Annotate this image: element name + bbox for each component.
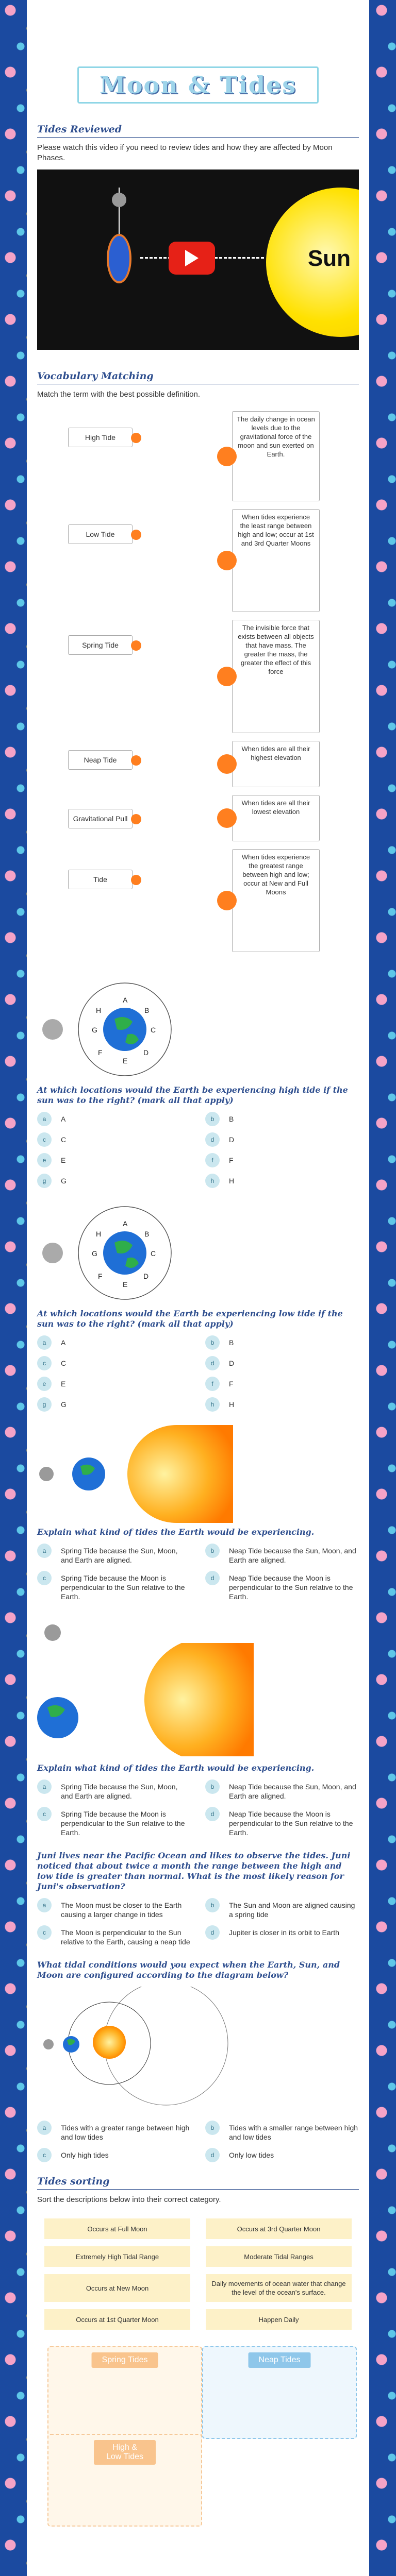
- sun-label: Sun: [307, 246, 351, 271]
- option-text: Tides with a greater range between high and low tides: [61, 2124, 190, 2141]
- sort-card[interactable]: Extremely High Tidal Range: [44, 2246, 190, 2267]
- sort-card[interactable]: Occurs at 3rd Quarter Moon: [206, 2218, 352, 2239]
- bin-label: Neap Tides: [249, 2352, 311, 2368]
- answer-option[interactable]: [37, 1898, 191, 1919]
- answer-option[interactable]: [205, 1925, 359, 1946]
- moon-graphic: [112, 193, 126, 207]
- option-text: Tides with a smaller range between high and low tides: [229, 2124, 358, 2141]
- answer-option[interactable]: [205, 1544, 359, 1565]
- connector-dot[interactable]: [217, 891, 237, 910]
- answer-option[interactable]: [37, 2148, 191, 2162]
- term-label: Neap Tide: [84, 756, 117, 764]
- options-grid: [37, 1335, 359, 1412]
- option-badge: a: [37, 1112, 52, 1126]
- match-term[interactable]: [68, 524, 133, 544]
- question-text: At which locations would the Earth be experiencing low tide if the sun was to the right? (mark all that apply): [37, 1309, 343, 1329]
- connector-dot[interactable]: [131, 755, 141, 766]
- answer-option[interactable]: [205, 1132, 359, 1147]
- title-box: [77, 66, 319, 104]
- option-text: C: [61, 1136, 67, 1144]
- answer-option[interactable]: [37, 2121, 191, 2142]
- connector-dot[interactable]: [131, 814, 141, 824]
- answer-option[interactable]: [205, 1174, 359, 1188]
- option-text: D: [229, 1359, 235, 1367]
- answer-option[interactable]: [205, 1780, 359, 1801]
- connector-dot[interactable]: [131, 875, 141, 885]
- definition-text: When tides experience the greatest range between high and low; occur at New and Full Moons: [241, 853, 310, 896]
- option-text: Neap Tide because the Sun, Moon, and Earth are aligned.: [229, 1547, 356, 1564]
- options-grid: [37, 1898, 359, 1946]
- answer-option[interactable]: [37, 1153, 191, 1167]
- connector-dot[interactable]: [131, 433, 141, 443]
- svg-text:D: D: [143, 1272, 149, 1280]
- option-badge: c: [37, 1571, 52, 1585]
- option-text: D: [229, 1136, 235, 1144]
- option-text: Only low tides: [229, 2151, 274, 2159]
- svg-text:E: E: [123, 1280, 128, 1289]
- page-title: Moon & Tides: [99, 71, 297, 99]
- answer-option[interactable]: [205, 2121, 359, 2142]
- option-badge: c: [37, 1925, 52, 1940]
- option-text: Jupiter is closer in its orbit to Earth: [229, 1928, 339, 1937]
- options-grid: [37, 1780, 359, 1837]
- definition-text: When tides experience the least range between high and low; occur at 1st and 3rd Quarter Moons: [238, 513, 314, 547]
- svg-text:A: A: [123, 1219, 128, 1228]
- option-text: F: [229, 1380, 234, 1388]
- option-text: Only high tides: [61, 2151, 109, 2159]
- option-text: B: [229, 1338, 234, 1347]
- definition-text: When tides are all their lowest elevation: [241, 799, 310, 816]
- svg-text:G: G: [92, 1026, 97, 1034]
- answer-option[interactable]: [205, 1377, 359, 1391]
- sort-card[interactable]: Occurs at Full Moon: [44, 2218, 190, 2239]
- earth-graphic: [107, 234, 131, 283]
- option-text: Spring Tide because the Sun, Moon, and Earth are aligned.: [61, 1783, 178, 1800]
- sort-card[interactable]: Occurs at 1st Quarter Moon: [44, 2309, 190, 2330]
- match-term[interactable]: [68, 870, 133, 889]
- option-text: A: [61, 1338, 66, 1347]
- answer-option[interactable]: [37, 1544, 191, 1565]
- connector-dot[interactable]: [217, 447, 237, 466]
- answer-option[interactable]: [205, 2148, 359, 2162]
- bin-high-low-tides[interactable]: [47, 2434, 202, 2527]
- sorting-instructions: Sort the descriptions below into their correct category.: [37, 2195, 221, 2204]
- term-label: Spring Tide: [82, 641, 119, 649]
- content: [27, 124, 369, 2527]
- option-badge: b: [205, 1335, 220, 1350]
- option-text: Neap Tide because the Sun, Moon, and Earth are aligned.: [229, 1783, 356, 1800]
- sort-card[interactable]: Happen Daily: [206, 2309, 352, 2330]
- svg-text:C: C: [151, 1249, 156, 1258]
- answer-option[interactable]: [205, 1112, 359, 1126]
- video-intro: Please watch this video if you need to review tides and how they are affected by Moon Phases.: [37, 143, 333, 162]
- bin-spring-tides[interactable]: [47, 2346, 202, 2439]
- options-grid: [37, 1544, 359, 1601]
- answer-option[interactable]: [37, 1780, 191, 1801]
- connector-dot[interactable]: [217, 551, 237, 570]
- option-text: Spring Tide because the Sun, Moon, and Earth are aligned.: [61, 1547, 178, 1564]
- option-badge: b: [205, 1898, 220, 1912]
- option-text: H: [229, 1177, 235, 1185]
- option-badge: d: [205, 1807, 220, 1821]
- answer-option[interactable]: [205, 1898, 359, 1919]
- answer-option[interactable]: [205, 1153, 359, 1167]
- answer-option[interactable]: [205, 1807, 359, 1837]
- svg-text:H: H: [96, 1230, 102, 1238]
- match-definition[interactable]: [232, 849, 320, 952]
- connector-dot[interactable]: [217, 667, 237, 686]
- svg-text:F: F: [98, 1048, 103, 1057]
- option-text: B: [229, 1115, 234, 1123]
- sort-card[interactable]: Daily movements of ocean water that change the level of the ocean's surface.: [206, 2274, 352, 2302]
- option-text: A: [61, 1115, 66, 1123]
- svg-text:B: B: [144, 1006, 150, 1014]
- answer-option[interactable]: [205, 1571, 359, 1601]
- perpendicular-diagram: [37, 1615, 359, 1759]
- term-label: Gravitational Pull: [73, 815, 128, 823]
- definition-text: The invisible force that exists between all objects that have mass. The greater the mass, the greater the effect of this force: [238, 624, 314, 675]
- worksheet-page: [27, 0, 369, 2576]
- option-badge: c: [37, 1356, 52, 1370]
- sort-bins: [37, 2346, 359, 2527]
- answer-option[interactable]: [37, 1397, 191, 1412]
- answer-option[interactable]: [37, 1174, 191, 1188]
- option-text: Spring Tide because the Moon is perpendicular to the Sun relative to the Earth.: [61, 1810, 185, 1837]
- svg-text:E: E: [123, 1057, 128, 1065]
- option-text: C: [61, 1359, 67, 1367]
- question-text: Juni lives near the Pacific Ocean and likes to observe the tides. Juni noticed that about twice a month the range between the high and low tide is greater than normal. What is the most likely reason for Juni's observation?: [37, 1851, 351, 1891]
- section-heading-sorting: Tides sorting: [37, 2176, 359, 2190]
- bin-label: High & Low Tides: [94, 2440, 156, 2465]
- sort-card[interactable]: Moderate Tidal Ranges: [206, 2246, 352, 2267]
- sort-items: [37, 2211, 359, 2337]
- option-text: Spring Tide because the Moon is perpendicular to the Sun relative to the Earth.: [61, 1574, 185, 1601]
- option-badge: e: [37, 1153, 52, 1167]
- answer-option[interactable]: [37, 1925, 191, 1946]
- option-text: E: [61, 1380, 66, 1388]
- svg-text:G: G: [92, 1249, 97, 1258]
- option-badge: d: [205, 2148, 220, 2162]
- option-badge: a: [37, 2121, 52, 2135]
- match-definition[interactable]: [232, 741, 320, 787]
- option-text: The Sun and Moon are aligned causing a spring tide: [229, 1901, 355, 1919]
- connector-dot[interactable]: [131, 640, 141, 651]
- option-text: Neap Tide because the Moon is perpendicular to the Sun relative to the Earth.: [229, 1574, 353, 1601]
- svg-text:F: F: [98, 1272, 103, 1280]
- option-text: The Moon must be closer to the Earth causing a larger change in tides: [61, 1901, 182, 1919]
- connector-dot[interactable]: [131, 530, 141, 540]
- options-grid: [37, 1112, 359, 1188]
- orbit-diagram-1: [37, 978, 359, 1081]
- option-text: The Moon is perpendicular to the Sun relative to the Earth, causing a neap tide: [61, 1928, 190, 1946]
- option-badge: g: [37, 1397, 52, 1412]
- term-label: High Tide: [85, 433, 116, 442]
- bin-neap-tides[interactable]: [202, 2346, 357, 2439]
- option-badge: a: [37, 1780, 52, 1794]
- section-heading-vocab: Vocabulary Matching: [37, 370, 359, 384]
- answer-option[interactable]: [37, 1377, 191, 1391]
- connector-dot[interactable]: [217, 754, 237, 774]
- play-icon[interactable]: [169, 242, 215, 275]
- match-term[interactable]: [68, 750, 133, 770]
- answer-option[interactable]: [37, 1112, 191, 1126]
- configuration-diagram: [37, 1987, 359, 2121]
- answer-option[interactable]: [205, 1356, 359, 1370]
- answer-option[interactable]: [205, 1335, 359, 1350]
- options-grid: [37, 2121, 359, 2162]
- section-heading-tides-reviewed: Tides Reviewed: [37, 124, 359, 138]
- option-badge: e: [37, 1377, 52, 1391]
- term-label: Tide: [93, 875, 107, 884]
- option-badge: h: [205, 1174, 220, 1188]
- bin-label: Spring Tides: [92, 2352, 158, 2368]
- option-badge: c: [37, 1807, 52, 1821]
- question-text: Explain what kind of tides the Earth would be experiencing.: [37, 1763, 315, 1773]
- answer-option[interactable]: [37, 1335, 191, 1350]
- option-badge: g: [37, 1174, 52, 1188]
- option-badge: f: [205, 1153, 220, 1167]
- option-badge: b: [205, 1780, 220, 1794]
- option-text: Neap Tide because the Moon is perpendicular to the Sun relative to the Earth.: [229, 1810, 353, 1837]
- answer-option[interactable]: [37, 1807, 191, 1837]
- option-badge: b: [205, 2121, 220, 2135]
- match-definition[interactable]: [232, 795, 320, 841]
- option-badge: d: [205, 1356, 220, 1370]
- alignment-diagram: [37, 1425, 359, 1523]
- option-badge: h: [205, 1397, 220, 1412]
- svg-text:A: A: [123, 996, 128, 1004]
- option-text: E: [61, 1156, 66, 1164]
- definition-text: The daily change in ocean levels due to the gravitational force of the moon and sun exerted on Earth.: [237, 415, 315, 458]
- vocab-instructions: Match the term with the best possible definition.: [37, 390, 200, 399]
- option-text: G: [61, 1177, 67, 1185]
- sort-card[interactable]: Occurs at New Moon: [44, 2274, 190, 2302]
- option-badge: b: [205, 1112, 220, 1126]
- option-text: H: [229, 1400, 235, 1409]
- matching-area: [37, 406, 359, 978]
- match-term[interactable]: [68, 809, 133, 828]
- option-badge: d: [205, 1132, 220, 1147]
- svg-text:D: D: [143, 1048, 149, 1057]
- option-badge: a: [37, 1898, 52, 1912]
- match-term[interactable]: [68, 635, 133, 655]
- svg-text:B: B: [144, 1230, 150, 1238]
- answer-option[interactable]: [37, 1356, 191, 1370]
- svg-text:H: H: [96, 1006, 102, 1014]
- option-badge: c: [37, 1132, 52, 1147]
- svg-text:C: C: [151, 1026, 156, 1034]
- option-badge: d: [205, 1925, 220, 1940]
- match-definition[interactable]: [232, 620, 320, 733]
- option-text: F: [229, 1156, 234, 1164]
- option-badge: f: [205, 1377, 220, 1391]
- option-badge: a: [37, 1544, 52, 1558]
- orbit-diagram-2: [37, 1201, 359, 1304]
- title-banner: [0, 67, 396, 103]
- answer-option[interactable]: [205, 1397, 359, 1412]
- connector-dot[interactable]: [217, 808, 237, 828]
- option-badge: d: [205, 1571, 220, 1585]
- answer-option[interactable]: [37, 1132, 191, 1147]
- option-badge: b: [205, 1544, 220, 1558]
- video-player[interactable]: [37, 170, 359, 350]
- option-badge: c: [37, 2148, 52, 2162]
- option-badge: a: [37, 1335, 52, 1350]
- match-term[interactable]: [68, 428, 133, 447]
- question-text: Explain what kind of tides the Earth would be experiencing.: [37, 1527, 315, 1537]
- match-definition[interactable]: [232, 509, 320, 612]
- definition-text: When tides are all their highest elevation: [241, 745, 310, 761]
- question-text: At which locations would the Earth be experiencing high tide if the sun was to the right? (mark all that apply): [37, 1085, 348, 1105]
- option-text: G: [61, 1400, 67, 1409]
- question-text: What tidal conditions would you expect when the Earth, Sun, and Moon are configured according to the diagram below?: [37, 1960, 340, 1980]
- answer-option[interactable]: [37, 1571, 191, 1601]
- match-definition[interactable]: [232, 411, 320, 501]
- term-label: Low Tide: [86, 530, 115, 538]
